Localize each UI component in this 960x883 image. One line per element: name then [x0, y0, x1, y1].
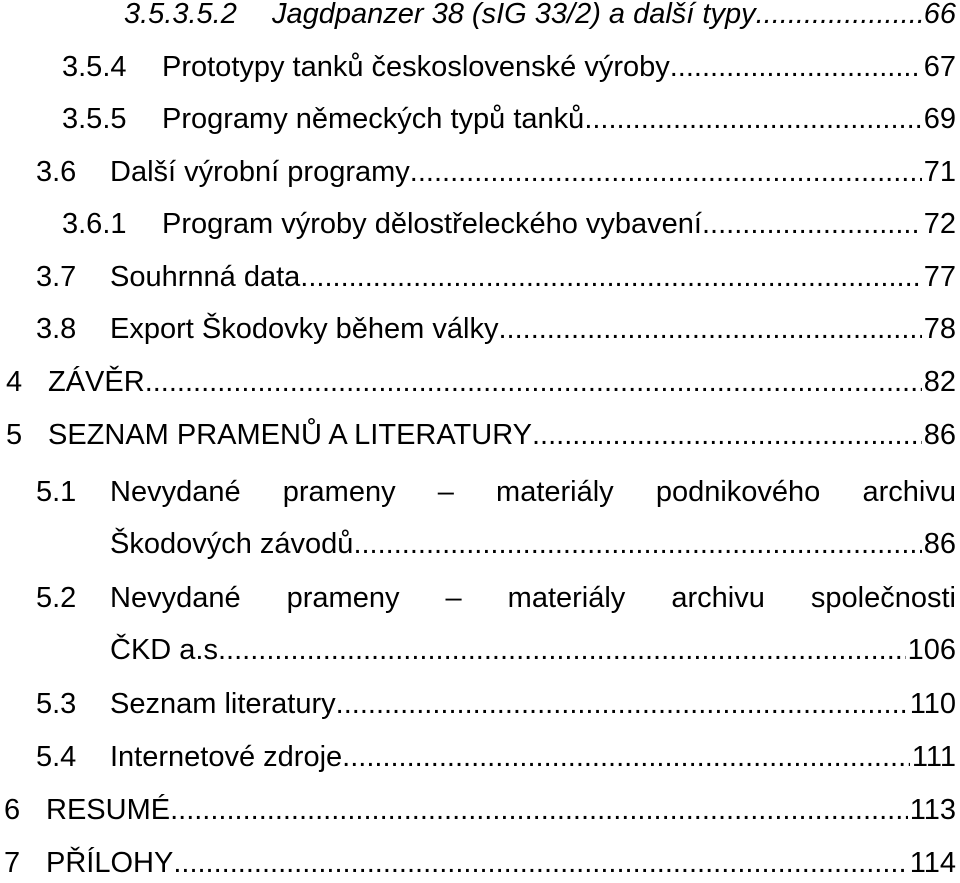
toc-entry-page: 78 — [923, 313, 956, 345]
toc-entry-title: Internetové zdroje — [110, 741, 343, 773]
toc-entry-number: 5.3 — [36, 688, 77, 720]
dot-leader — [532, 415, 922, 455]
toc-entry-title-continuation: ČKD a.s. — [110, 634, 227, 666]
toc-entry[interactable] — [62, 47, 956, 87]
toc-entry-title: Program výroby dělostřeleckého vybavení — [162, 208, 702, 240]
toc-entry-title — [110, 472, 956, 512]
dot-leader — [702, 204, 922, 244]
toc-entry-page: 67 — [923, 51, 956, 83]
toc-entry-page: 86 — [923, 419, 956, 451]
toc-entry-page: 69 — [923, 103, 956, 135]
title-word: archivu — [671, 582, 765, 614]
dot-leader — [226, 630, 906, 670]
toc-entry-page: 77 — [923, 261, 956, 293]
dot-leader — [410, 152, 922, 192]
dot-leader — [353, 524, 921, 564]
dot-leader — [756, 0, 922, 34]
toc-entry[interactable] — [36, 737, 956, 777]
title-word: – — [445, 582, 462, 614]
toc-entry-page: 111 — [911, 741, 956, 773]
toc-entry-number: 3.7 — [36, 261, 77, 293]
dot-leader — [498, 309, 921, 349]
title-word: materiály — [496, 476, 614, 508]
toc-entry[interactable] — [36, 309, 956, 349]
toc-entry-title: Export Škodovky během války — [110, 313, 499, 345]
toc-entry-number: 4 — [6, 366, 23, 398]
toc-entry-title: PŘÍLOHY — [46, 847, 174, 879]
toc-entry-number: 3.8 — [36, 313, 77, 345]
title-word: prameny — [282, 476, 396, 508]
toc-entry-number: 3.5.3.5.2 — [124, 0, 237, 30]
toc-entry[interactable] — [36, 152, 956, 192]
toc-entry-title: Další výrobní programy — [110, 156, 410, 188]
toc-entry-page: 71 — [923, 156, 956, 188]
toc-entry-title-continuation: Škodových závodů — [110, 528, 354, 560]
title-word: Nevydané — [110, 476, 241, 508]
dot-leader — [584, 99, 921, 139]
dot-leader — [170, 790, 908, 830]
toc-entry-page: 86 — [923, 528, 956, 560]
toc-entry-number: 5.1 — [36, 476, 77, 508]
title-word: Nevydané — [110, 582, 241, 614]
toc-entry[interactable] — [6, 362, 956, 402]
toc-entry[interactable] — [4, 790, 956, 830]
toc-entry-number: 7 — [4, 847, 21, 879]
toc-entry[interactable] — [124, 0, 956, 34]
toc-entry-page: 106 — [907, 634, 956, 666]
toc-entry-title — [110, 578, 956, 618]
dot-leader — [145, 362, 922, 402]
toc-entry-page: 72 — [923, 208, 956, 240]
toc-entry-title: ZÁVĚR — [48, 366, 145, 398]
toc-entry-number: 3.5.5 — [62, 103, 127, 135]
toc-entry[interactable] — [4, 843, 956, 883]
toc-entry-title: SEZNAM PRAMENŮ A LITERATURY — [48, 419, 532, 451]
toc-entry-number: 3.6 — [36, 156, 77, 188]
toc-entry-number: 5 — [6, 419, 23, 451]
toc-entry[interactable] — [62, 204, 956, 244]
toc-entry-title: Seznam literatury — [110, 688, 336, 720]
toc-entry-page: 66 — [923, 0, 956, 30]
toc-entry[interactable] — [62, 99, 956, 139]
toc-entry-number: 3.5.4 — [62, 51, 127, 83]
title-word: archivu — [862, 476, 956, 508]
toc-entry-number: 5.4 — [36, 741, 77, 773]
dot-leader — [173, 843, 907, 883]
dot-leader — [342, 737, 910, 777]
toc-entry-page: 110 — [909, 688, 956, 720]
toc-entry-number: 5.2 — [36, 582, 77, 614]
toc-entry-title: RESUMÉ — [46, 794, 171, 826]
toc-entry[interactable] — [6, 415, 956, 455]
title-word: – — [437, 476, 454, 508]
title-word: podnikového — [655, 476, 821, 508]
dot-leader — [336, 684, 908, 724]
toc-entry-title: Souhrnná data — [110, 261, 301, 293]
toc-entry-title: Prototypy tanků československé výroby — [162, 51, 670, 83]
title-word: prameny — [286, 582, 400, 614]
toc-entry-number: 3.6.1 — [62, 208, 127, 240]
toc-entry-page: 114 — [909, 847, 956, 879]
toc-entry-page: 82 — [923, 366, 956, 398]
dot-leader — [670, 47, 922, 87]
title-word: materiály — [507, 582, 626, 614]
toc-entry-title: Programy německých typů tanků — [162, 103, 585, 135]
toc-entry-page: 113 — [909, 794, 956, 826]
toc-entry[interactable] — [36, 257, 956, 297]
toc-entry[interactable] — [36, 578, 956, 666]
title-word: společnosti — [810, 582, 956, 614]
dot-leader — [300, 257, 921, 297]
toc-entry[interactable] — [36, 472, 956, 560]
toc-entry-number: 6 — [4, 794, 21, 826]
toc-entry-title: Jagdpanzer 38 (sIG 33/2) a další typy — [272, 0, 756, 30]
toc-entry[interactable] — [36, 684, 956, 724]
